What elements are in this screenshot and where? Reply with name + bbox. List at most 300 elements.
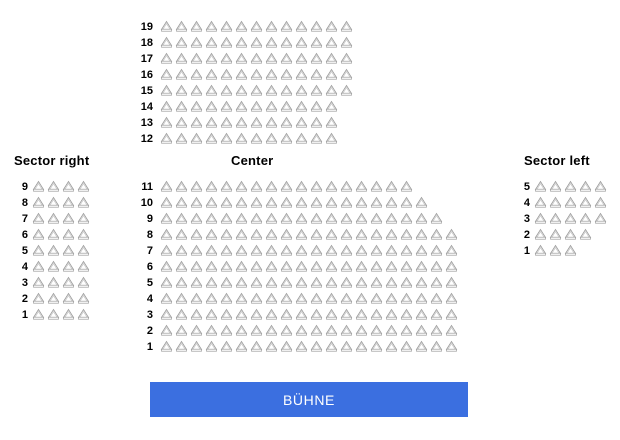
seat[interactable] bbox=[250, 116, 263, 129]
seat[interactable] bbox=[235, 308, 248, 321]
seat[interactable] bbox=[175, 180, 188, 193]
seat[interactable] bbox=[190, 68, 203, 81]
seat[interactable] bbox=[250, 308, 263, 321]
seat[interactable] bbox=[32, 228, 45, 241]
seat[interactable] bbox=[579, 228, 592, 241]
seat[interactable] bbox=[370, 340, 383, 353]
seat[interactable] bbox=[220, 180, 233, 193]
seat[interactable] bbox=[160, 52, 173, 65]
seat[interactable] bbox=[430, 244, 443, 257]
seat[interactable] bbox=[160, 340, 173, 353]
seat[interactable] bbox=[280, 324, 293, 337]
seat[interactable] bbox=[205, 244, 218, 257]
seat[interactable] bbox=[310, 20, 323, 33]
seat[interactable] bbox=[534, 228, 547, 241]
seat[interactable] bbox=[47, 292, 60, 305]
seat[interactable] bbox=[220, 260, 233, 273]
seat[interactable] bbox=[160, 324, 173, 337]
seat[interactable] bbox=[160, 84, 173, 97]
seat[interactable] bbox=[325, 116, 338, 129]
seat[interactable] bbox=[160, 228, 173, 241]
seat[interactable] bbox=[280, 68, 293, 81]
seat[interactable] bbox=[205, 260, 218, 273]
seat[interactable] bbox=[265, 324, 278, 337]
seat[interactable] bbox=[310, 68, 323, 81]
seat[interactable] bbox=[280, 84, 293, 97]
seat[interactable] bbox=[220, 132, 233, 145]
seat[interactable] bbox=[62, 196, 75, 209]
seat[interactable] bbox=[355, 324, 368, 337]
seat[interactable] bbox=[220, 68, 233, 81]
seat[interactable] bbox=[385, 228, 398, 241]
seat[interactable] bbox=[235, 324, 248, 337]
seat[interactable] bbox=[175, 100, 188, 113]
seat[interactable] bbox=[295, 100, 308, 113]
seat[interactable] bbox=[594, 196, 607, 209]
seat[interactable] bbox=[325, 292, 338, 305]
seat[interactable] bbox=[220, 244, 233, 257]
seat[interactable] bbox=[430, 260, 443, 273]
seat[interactable] bbox=[370, 212, 383, 225]
seat[interactable] bbox=[370, 196, 383, 209]
seat[interactable] bbox=[160, 244, 173, 257]
seat[interactable] bbox=[250, 84, 263, 97]
seat[interactable] bbox=[32, 212, 45, 225]
seat[interactable] bbox=[564, 244, 577, 257]
seat[interactable] bbox=[385, 196, 398, 209]
seat[interactable] bbox=[430, 340, 443, 353]
seat[interactable] bbox=[400, 324, 413, 337]
seat[interactable] bbox=[370, 276, 383, 289]
seat[interactable] bbox=[340, 244, 353, 257]
seat[interactable] bbox=[295, 244, 308, 257]
seat[interactable] bbox=[205, 52, 218, 65]
seat[interactable] bbox=[175, 292, 188, 305]
seat[interactable] bbox=[355, 276, 368, 289]
seat[interactable] bbox=[190, 100, 203, 113]
seat[interactable] bbox=[220, 276, 233, 289]
seat[interactable] bbox=[47, 276, 60, 289]
seat[interactable] bbox=[295, 308, 308, 321]
seat[interactable] bbox=[445, 308, 458, 321]
seat[interactable] bbox=[77, 196, 90, 209]
seat[interactable] bbox=[385, 324, 398, 337]
seat[interactable] bbox=[325, 308, 338, 321]
seat[interactable] bbox=[220, 84, 233, 97]
seat[interactable] bbox=[579, 180, 592, 193]
seat[interactable] bbox=[175, 340, 188, 353]
seat[interactable] bbox=[175, 36, 188, 49]
seat[interactable] bbox=[534, 180, 547, 193]
seat[interactable] bbox=[340, 180, 353, 193]
seat[interactable] bbox=[190, 196, 203, 209]
seat[interactable] bbox=[370, 308, 383, 321]
seat[interactable] bbox=[430, 212, 443, 225]
seat[interactable] bbox=[564, 180, 577, 193]
seat[interactable] bbox=[250, 212, 263, 225]
seat[interactable] bbox=[445, 276, 458, 289]
seat[interactable] bbox=[445, 292, 458, 305]
seat[interactable] bbox=[265, 20, 278, 33]
seat[interactable] bbox=[77, 292, 90, 305]
seat[interactable] bbox=[220, 100, 233, 113]
seat[interactable] bbox=[415, 292, 428, 305]
seat[interactable] bbox=[190, 228, 203, 241]
seat[interactable] bbox=[340, 324, 353, 337]
seat[interactable] bbox=[250, 340, 263, 353]
seat[interactable] bbox=[415, 196, 428, 209]
seat[interactable] bbox=[295, 292, 308, 305]
seat[interactable] bbox=[370, 260, 383, 273]
seat[interactable] bbox=[445, 244, 458, 257]
seat[interactable] bbox=[250, 36, 263, 49]
seat[interactable] bbox=[235, 260, 248, 273]
seat[interactable] bbox=[400, 196, 413, 209]
seat[interactable] bbox=[250, 228, 263, 241]
seat[interactable] bbox=[280, 100, 293, 113]
seat[interactable] bbox=[265, 244, 278, 257]
seat[interactable] bbox=[160, 212, 173, 225]
seat[interactable] bbox=[400, 180, 413, 193]
seat[interactable] bbox=[190, 292, 203, 305]
seat[interactable] bbox=[265, 180, 278, 193]
seat[interactable] bbox=[310, 212, 323, 225]
seat[interactable] bbox=[280, 260, 293, 273]
seat[interactable] bbox=[549, 180, 562, 193]
seat[interactable] bbox=[340, 292, 353, 305]
seat[interactable] bbox=[295, 196, 308, 209]
seat[interactable] bbox=[205, 196, 218, 209]
seat[interactable] bbox=[160, 308, 173, 321]
seat[interactable] bbox=[295, 52, 308, 65]
seat[interactable] bbox=[295, 260, 308, 273]
seat[interactable] bbox=[325, 244, 338, 257]
seat[interactable] bbox=[415, 308, 428, 321]
seat[interactable] bbox=[400, 340, 413, 353]
seat[interactable] bbox=[175, 196, 188, 209]
seat[interactable] bbox=[325, 36, 338, 49]
seat[interactable] bbox=[280, 196, 293, 209]
seat[interactable] bbox=[32, 260, 45, 273]
seat[interactable] bbox=[190, 84, 203, 97]
seat[interactable] bbox=[265, 100, 278, 113]
seat[interactable] bbox=[340, 340, 353, 353]
seat[interactable] bbox=[325, 180, 338, 193]
seat[interactable] bbox=[235, 52, 248, 65]
seat[interactable] bbox=[310, 84, 323, 97]
seat[interactable] bbox=[325, 20, 338, 33]
seat[interactable] bbox=[385, 244, 398, 257]
seat[interactable] bbox=[175, 324, 188, 337]
seat[interactable] bbox=[310, 100, 323, 113]
seat[interactable] bbox=[325, 68, 338, 81]
seat[interactable] bbox=[205, 36, 218, 49]
seat[interactable] bbox=[160, 36, 173, 49]
seat[interactable] bbox=[310, 340, 323, 353]
seat[interactable] bbox=[220, 292, 233, 305]
seat[interactable] bbox=[265, 228, 278, 241]
seat[interactable] bbox=[340, 228, 353, 241]
seat[interactable] bbox=[175, 308, 188, 321]
seat[interactable] bbox=[175, 276, 188, 289]
seat[interactable] bbox=[235, 340, 248, 353]
seat[interactable] bbox=[205, 116, 218, 129]
seat[interactable] bbox=[280, 292, 293, 305]
seat[interactable] bbox=[190, 244, 203, 257]
seat[interactable] bbox=[205, 292, 218, 305]
seat[interactable] bbox=[280, 340, 293, 353]
seat[interactable] bbox=[250, 20, 263, 33]
seat[interactable] bbox=[160, 116, 173, 129]
seat[interactable] bbox=[205, 132, 218, 145]
seat[interactable] bbox=[564, 228, 577, 241]
seat[interactable] bbox=[579, 212, 592, 225]
seat[interactable] bbox=[325, 84, 338, 97]
seat[interactable] bbox=[190, 324, 203, 337]
seat[interactable] bbox=[295, 84, 308, 97]
seat[interactable] bbox=[47, 244, 60, 257]
seat[interactable] bbox=[175, 68, 188, 81]
seat[interactable] bbox=[325, 260, 338, 273]
seat[interactable] bbox=[205, 228, 218, 241]
seat[interactable] bbox=[280, 212, 293, 225]
seat[interactable] bbox=[160, 20, 173, 33]
seat[interactable] bbox=[564, 212, 577, 225]
seat[interactable] bbox=[280, 180, 293, 193]
seat[interactable] bbox=[205, 180, 218, 193]
seat[interactable] bbox=[370, 324, 383, 337]
seat[interactable] bbox=[77, 212, 90, 225]
seat[interactable] bbox=[400, 212, 413, 225]
seat[interactable] bbox=[32, 308, 45, 321]
seat[interactable] bbox=[77, 228, 90, 241]
seat[interactable] bbox=[400, 228, 413, 241]
seat[interactable] bbox=[430, 292, 443, 305]
seat[interactable] bbox=[77, 260, 90, 273]
seat[interactable] bbox=[295, 20, 308, 33]
seat[interactable] bbox=[62, 292, 75, 305]
seat[interactable] bbox=[32, 292, 45, 305]
seat[interactable] bbox=[310, 276, 323, 289]
seat[interactable] bbox=[534, 196, 547, 209]
seat[interactable] bbox=[77, 276, 90, 289]
seat[interactable] bbox=[549, 212, 562, 225]
seat[interactable] bbox=[310, 244, 323, 257]
seat[interactable] bbox=[32, 180, 45, 193]
seat[interactable] bbox=[265, 116, 278, 129]
seat[interactable] bbox=[220, 116, 233, 129]
seat[interactable] bbox=[62, 276, 75, 289]
seat[interactable] bbox=[250, 244, 263, 257]
seat[interactable] bbox=[265, 84, 278, 97]
seat[interactable] bbox=[190, 132, 203, 145]
seat[interactable] bbox=[355, 340, 368, 353]
seat[interactable] bbox=[235, 116, 248, 129]
seat[interactable] bbox=[265, 340, 278, 353]
seat[interactable] bbox=[295, 36, 308, 49]
seat[interactable] bbox=[265, 292, 278, 305]
seat[interactable] bbox=[235, 228, 248, 241]
seat[interactable] bbox=[175, 20, 188, 33]
seat[interactable] bbox=[385, 180, 398, 193]
seat[interactable] bbox=[265, 68, 278, 81]
seat[interactable] bbox=[235, 196, 248, 209]
seat[interactable] bbox=[295, 212, 308, 225]
seat[interactable] bbox=[340, 260, 353, 273]
seat[interactable] bbox=[534, 212, 547, 225]
seat[interactable] bbox=[190, 20, 203, 33]
seat[interactable] bbox=[340, 84, 353, 97]
seat[interactable] bbox=[280, 308, 293, 321]
seat[interactable] bbox=[430, 308, 443, 321]
seat[interactable] bbox=[400, 260, 413, 273]
seat[interactable] bbox=[175, 212, 188, 225]
seat[interactable] bbox=[190, 52, 203, 65]
seat[interactable] bbox=[325, 132, 338, 145]
seat[interactable] bbox=[47, 212, 60, 225]
seat[interactable] bbox=[190, 276, 203, 289]
seat[interactable] bbox=[160, 292, 173, 305]
seat[interactable] bbox=[415, 228, 428, 241]
seat[interactable] bbox=[310, 36, 323, 49]
seat[interactable] bbox=[160, 276, 173, 289]
seat[interactable] bbox=[310, 180, 323, 193]
seat[interactable] bbox=[549, 196, 562, 209]
seat[interactable] bbox=[235, 36, 248, 49]
seat[interactable] bbox=[205, 308, 218, 321]
seat[interactable] bbox=[175, 260, 188, 273]
seat[interactable] bbox=[385, 260, 398, 273]
seat[interactable] bbox=[47, 228, 60, 241]
seat[interactable] bbox=[77, 308, 90, 321]
seat[interactable] bbox=[190, 340, 203, 353]
seat[interactable] bbox=[385, 292, 398, 305]
seat[interactable] bbox=[280, 228, 293, 241]
seat[interactable] bbox=[77, 180, 90, 193]
seat[interactable] bbox=[310, 308, 323, 321]
seat[interactable] bbox=[205, 68, 218, 81]
seat[interactable] bbox=[280, 276, 293, 289]
seat[interactable] bbox=[190, 260, 203, 273]
seat[interactable] bbox=[205, 212, 218, 225]
seat[interactable] bbox=[430, 324, 443, 337]
seat[interactable] bbox=[265, 132, 278, 145]
seat[interactable] bbox=[415, 276, 428, 289]
seat[interactable] bbox=[295, 276, 308, 289]
seat[interactable] bbox=[250, 196, 263, 209]
seat[interactable] bbox=[235, 292, 248, 305]
seat[interactable] bbox=[445, 228, 458, 241]
seat[interactable] bbox=[310, 52, 323, 65]
seat[interactable] bbox=[235, 244, 248, 257]
seat[interactable] bbox=[310, 292, 323, 305]
seat[interactable] bbox=[160, 180, 173, 193]
seat[interactable] bbox=[47, 308, 60, 321]
seat[interactable] bbox=[265, 260, 278, 273]
seat[interactable] bbox=[400, 276, 413, 289]
seat[interactable] bbox=[265, 196, 278, 209]
seat[interactable] bbox=[175, 228, 188, 241]
seat[interactable] bbox=[400, 308, 413, 321]
seat[interactable] bbox=[385, 340, 398, 353]
seat[interactable] bbox=[220, 340, 233, 353]
seat[interactable] bbox=[325, 212, 338, 225]
seat[interactable] bbox=[175, 84, 188, 97]
seat[interactable] bbox=[355, 292, 368, 305]
seat[interactable] bbox=[340, 20, 353, 33]
seat[interactable] bbox=[250, 68, 263, 81]
seat[interactable] bbox=[430, 228, 443, 241]
seat[interactable] bbox=[355, 212, 368, 225]
seat[interactable] bbox=[325, 100, 338, 113]
seat[interactable] bbox=[160, 196, 173, 209]
seat[interactable] bbox=[235, 100, 248, 113]
seat[interactable] bbox=[295, 324, 308, 337]
seat[interactable] bbox=[430, 276, 443, 289]
seat[interactable] bbox=[280, 132, 293, 145]
seat[interactable] bbox=[220, 20, 233, 33]
seat[interactable] bbox=[160, 68, 173, 81]
seat[interactable] bbox=[280, 36, 293, 49]
seat[interactable] bbox=[400, 292, 413, 305]
seat[interactable] bbox=[160, 132, 173, 145]
seat[interactable] bbox=[220, 52, 233, 65]
seat[interactable] bbox=[190, 308, 203, 321]
seat[interactable] bbox=[594, 180, 607, 193]
seat[interactable] bbox=[325, 340, 338, 353]
seat[interactable] bbox=[62, 212, 75, 225]
seat[interactable] bbox=[265, 276, 278, 289]
seat[interactable] bbox=[370, 228, 383, 241]
seat[interactable] bbox=[340, 36, 353, 49]
seat[interactable] bbox=[340, 308, 353, 321]
seat[interactable] bbox=[250, 324, 263, 337]
seat[interactable] bbox=[415, 244, 428, 257]
seat[interactable] bbox=[385, 308, 398, 321]
seat[interactable] bbox=[579, 196, 592, 209]
seat[interactable] bbox=[295, 340, 308, 353]
seat[interactable] bbox=[564, 196, 577, 209]
seat[interactable] bbox=[235, 68, 248, 81]
seat[interactable] bbox=[355, 180, 368, 193]
seat[interactable] bbox=[175, 52, 188, 65]
seat[interactable] bbox=[265, 212, 278, 225]
seat[interactable] bbox=[235, 180, 248, 193]
seat[interactable] bbox=[340, 196, 353, 209]
seat[interactable] bbox=[340, 52, 353, 65]
seat[interactable] bbox=[310, 196, 323, 209]
seat[interactable] bbox=[220, 308, 233, 321]
seat[interactable] bbox=[355, 228, 368, 241]
seat[interactable] bbox=[175, 132, 188, 145]
seat[interactable] bbox=[325, 228, 338, 241]
seat[interactable] bbox=[310, 132, 323, 145]
seat[interactable] bbox=[32, 196, 45, 209]
seat[interactable] bbox=[325, 52, 338, 65]
seat[interactable] bbox=[445, 340, 458, 353]
seat[interactable] bbox=[160, 100, 173, 113]
seat[interactable] bbox=[310, 228, 323, 241]
seat[interactable] bbox=[265, 308, 278, 321]
seat[interactable] bbox=[355, 196, 368, 209]
seat[interactable] bbox=[549, 228, 562, 241]
seat[interactable] bbox=[340, 276, 353, 289]
seat[interactable] bbox=[62, 244, 75, 257]
seat[interactable] bbox=[190, 212, 203, 225]
seat[interactable] bbox=[47, 180, 60, 193]
seat[interactable] bbox=[355, 244, 368, 257]
seat[interactable] bbox=[280, 52, 293, 65]
